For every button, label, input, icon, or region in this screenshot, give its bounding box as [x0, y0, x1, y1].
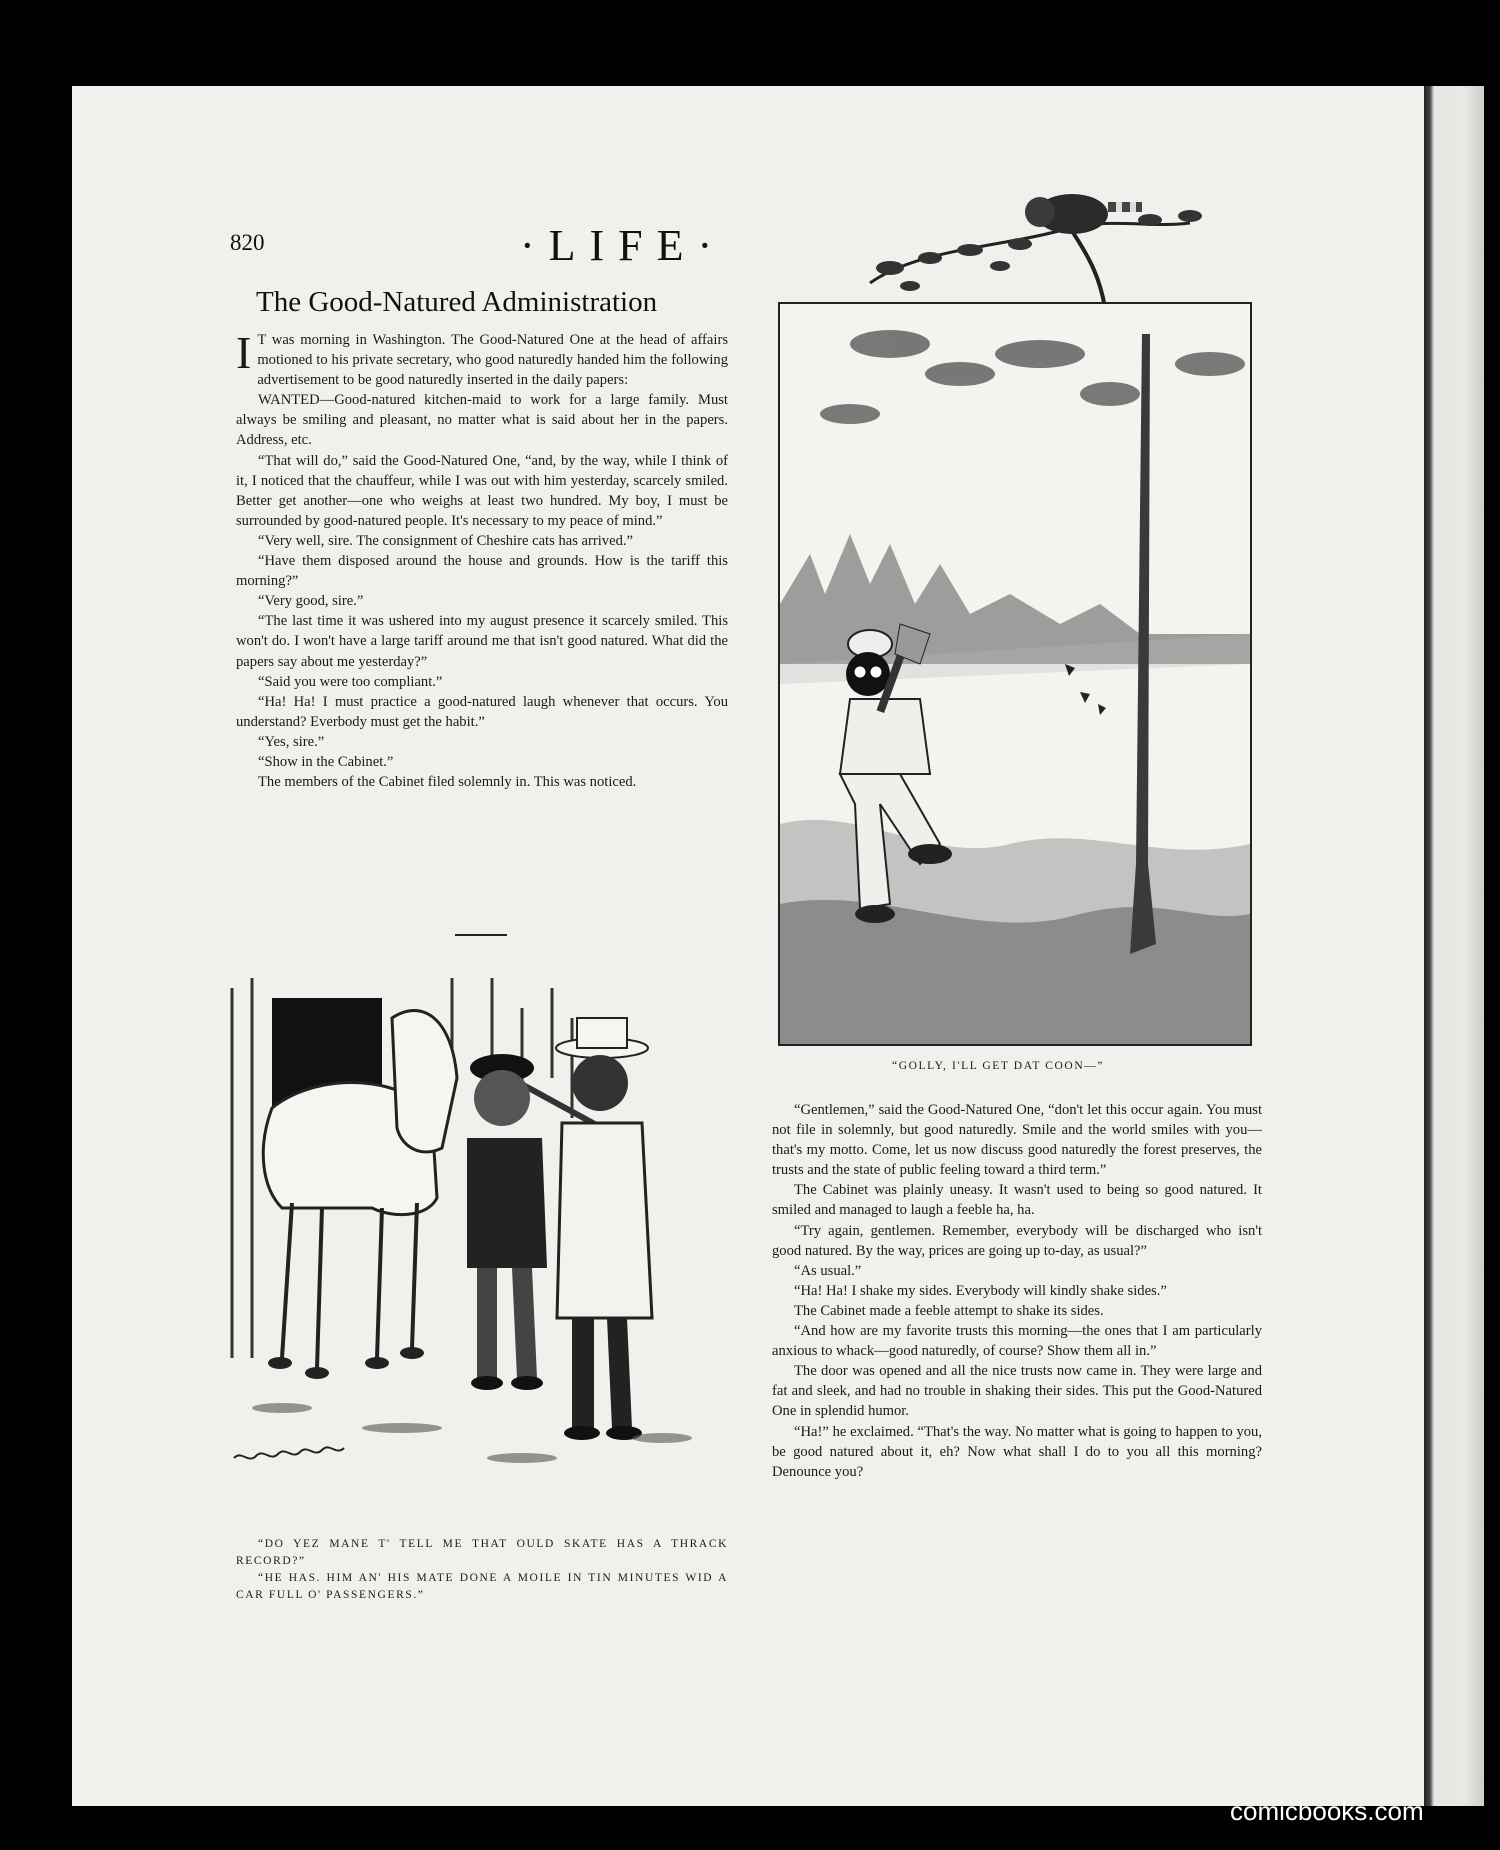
tree-chopping-cartoon	[778, 302, 1252, 1046]
site-watermark: comicbooks.com	[1230, 1796, 1424, 1826]
article-left-column	[236, 327, 728, 792]
page-gutter	[1424, 86, 1484, 1806]
article-paragraph: “Have them disposed around the house and grounds. How is the tariff this morning?”	[236, 553, 728, 590]
article-paragraph: “As usual.”	[794, 1262, 862, 1279]
article-paragraph: “Ha!” he exclaimed. “That's the way. No matter what is going to happen to you, be good natured about it, eh? Now what shall I do to you all this morning? Denounce you?	[772, 1423, 1262, 1480]
article-paragraph: “Very well, sire. The consignment of Cheshire cats has arrived.”	[258, 532, 633, 549]
article-paragraph: “Very good, sire.”	[258, 593, 364, 610]
article-title: The Good-Natured Administration	[256, 286, 658, 318]
masthead: ·LIFE·	[520, 221, 727, 270]
raccoon	[1025, 194, 1142, 234]
tree-chopping-illustration	[780, 304, 1250, 1044]
horse-cartoon	[222, 958, 728, 1528]
article-paragraph: WANTED—Good-natured kitchen-maid to work for a large family. Must always be smiling and pleasant, no matter what is said about her in the papers. Address, etc.	[236, 392, 728, 449]
article-paragraph: “Gentlemen,” said the Good-Natured One, “don't let this occur again. You must not file in solemnly, but good naturedly. Smile and the world smiles with you—that's my motto. Come, let us now discuss good naturedly the forest preserves, the trusts and the state of public feeling toward a third term.”	[772, 1102, 1262, 1179]
article-paragraph: “That will do,” said the Good-Natured One, “and, by the way, while I think of it, I noticed that the chauffeur, while I was out with him yesterday, scarcely smiled. Better get another—one who weighs at least two hundred. My boy, I must be surrounded by good-natured people. It's necessary to my peace of mind.”	[236, 452, 728, 529]
article-right-column	[772, 1100, 1262, 1482]
caption-line: “HE HAS. HIM AN' HIS MATE DONE A MOILE IN TIN MINUTES WID A CAR FULL O' PASSENGERS.”	[236, 1572, 728, 1601]
article-paragraph	[236, 327, 728, 390]
article-paragraph: The Cabinet was plainly uneasy. It wasn't used to being so good natured. It smiled and managed to laugh a feeble ha, ha.	[772, 1182, 1262, 1219]
horse-cartoon-illustration	[222, 958, 728, 1528]
section-divider	[455, 934, 507, 936]
article-paragraph: “Ha! Ha! I must practice a good-natured laugh whenever that occurs. You understand? Everbody must get the habit.”	[236, 693, 728, 730]
article-paragraph: The door was opened and all the nice trusts now came in. They were large and fat and sleek, and had no trouble in shaking their sides. This put the Good-Natured One in splendid humor.	[772, 1363, 1262, 1420]
article-paragraph: The members of the Cabinet filed solemnly in. This was noticed.	[258, 774, 637, 791]
article-paragraph: “And how are my favorite trusts this morning—the ones that I am particularly anxious to whack—good naturedly, of course? Show them all in.”	[772, 1323, 1262, 1360]
paragraph-text: T was morning in Washington. The Good-Natured One at the head of affairs motioned to his private secretary, who good naturedly handed him the following advertisement to be good naturedly inserted in the daily papers:	[257, 332, 728, 389]
article-paragraph: “Show in the Cabinet.”	[258, 753, 394, 770]
drop-cap: I	[236, 327, 252, 378]
article-paragraph: “Ha! Ha! I shake my sides. Everybody will kindly shake sides.”	[794, 1282, 1167, 1299]
raccoon-in-tree-illustration-top	[770, 188, 1250, 308]
article-paragraph: “Yes, sire.”	[258, 733, 325, 750]
article-paragraph: “Said you were too compliant.”	[258, 673, 443, 690]
article-paragraph: “The last time it was ushered into my august presence it scarcely smiled. This won't do. I won't have a large tariff around me that isn't good natured. What did the papers say about me yesterday?”	[236, 613, 728, 670]
article-paragraph: “Try again, gentlemen. Remember, everybody will be discharged who isn't good natured. By the way, prices are going up to-day, as usual?”	[772, 1222, 1262, 1259]
horse-cartoon-caption	[236, 1536, 728, 1604]
caption-line: “DO YEZ MANE T' TELL ME THAT OULD SKATE HAS A THRACK RECORD?”	[236, 1538, 728, 1567]
article-paragraph: The Cabinet made a feeble attempt to shake its sides.	[794, 1302, 1104, 1319]
tree-cartoon-caption: “GOLLY, I'LL GET DAT COON—”	[892, 1060, 1105, 1072]
page-number: 820	[230, 230, 265, 255]
